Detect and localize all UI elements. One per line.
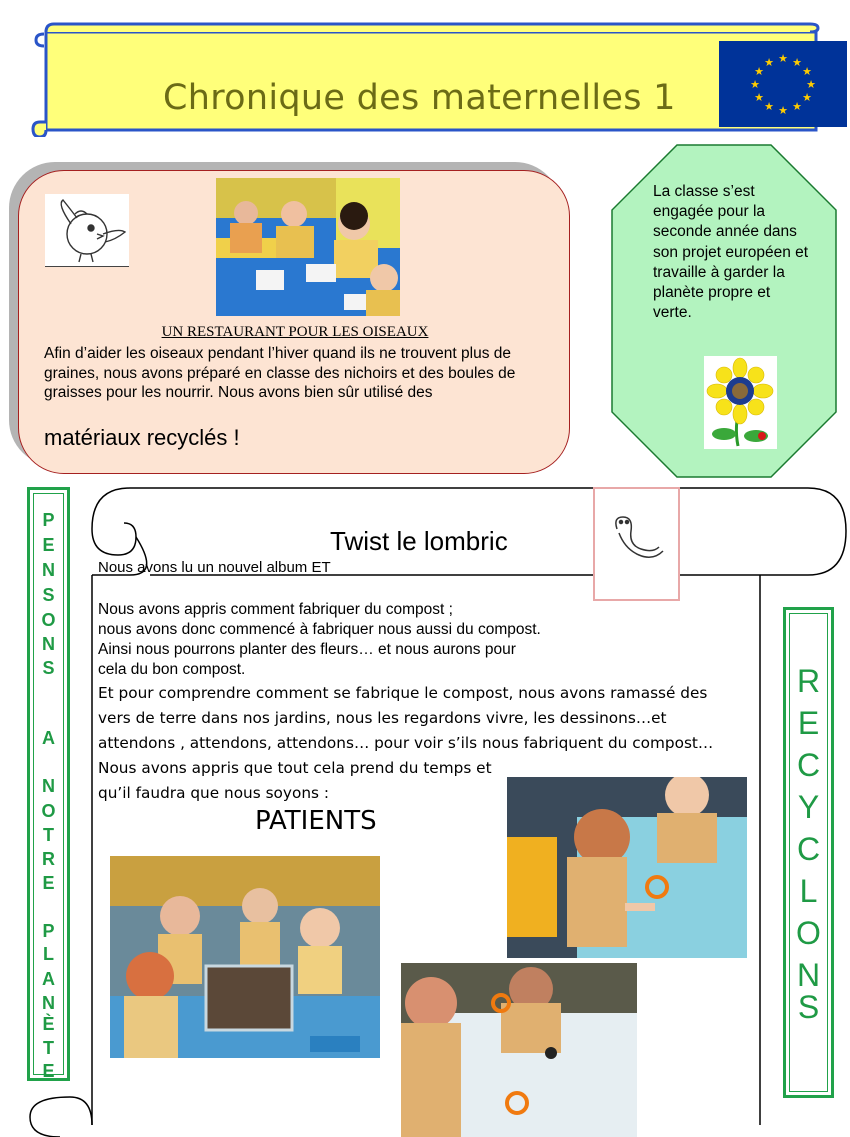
worm-section-title: Twist le lombric [330,526,508,556]
banner-letter: A [42,728,55,748]
svg-text:★: ★ [792,101,802,113]
worm-intro-line: Nous avons lu un nouvel album ET [98,559,331,576]
svg-text:★: ★ [754,92,764,104]
restaurant-heading: UN RESTAURANT POUR LES OISEAUX [161,324,429,340]
svg-text:★: ★ [792,57,802,69]
banner-letter: Y [797,789,820,825]
banner-letter: C [796,831,821,867]
banner-letter: T [43,1038,54,1058]
bird-icon [45,194,129,266]
banner-letter: S [42,658,55,678]
banner-letter: L [43,944,54,964]
earthworm-line: Et pour comprendre comment se fabrique le compost, nous avons ramassé des [98,684,708,702]
banner-letter: S [797,989,820,1025]
banner-letter: E [42,1061,55,1081]
svg-text:★: ★ [806,79,816,91]
page-title: Chronique des maternelles 1 [163,78,676,118]
child-with-magnifier-photo [507,777,747,958]
svg-text:★: ★ [802,66,812,78]
earthworm-line: qu’il faudra que nous soyons : [98,784,329,802]
banner-letter: L [799,873,818,909]
banner-letter: R [42,849,55,869]
banner-letter: S [42,585,55,605]
svg-text:★: ★ [778,53,788,65]
banner-letter: O [796,915,821,951]
project-description: La classe s’est engagée pour la seconde année dans son projet européen et travaille à garder la planète propre et verte. [653,183,809,322]
compost-line: Ainsi nous pourrons planter des fleurs… et nous aurons pour [98,641,516,658]
banner-letter: R [796,663,821,699]
restaurant-body-text: Afin d’aider les oiseaux pendant l’hiver quand ils ne trouvent plus de graines, nous avons préparé en classe des nichoirs et des boules de graisses pour les nourrir. Nous avons bien sûr utilisé des [44,345,516,401]
earthworm-line: attendons , attendons, attendons… pour voir s’ils nous fabriquent du compost… [98,734,714,752]
banner-letter: O [41,801,56,821]
banner-letter: N [42,776,55,796]
banner-letter: A [42,969,55,989]
children-making-feeders-photo [216,178,400,316]
banner-letter: E [42,873,55,893]
sunflower-logo-icon [704,356,777,449]
banner-letter: P [42,510,55,530]
children-observing-worms-photo [401,963,637,1137]
earthworm-line: vers de terre dans nos jardins, nous les regardons vivre, les dessinons…et [98,709,667,727]
svg-text:★: ★ [764,57,774,69]
worm-illustration [593,487,680,601]
banner-letter: N [42,634,55,654]
compost-line: Nous avons appris comment fabriquer du compost ; [98,601,453,618]
patients-heading: PATIENTS [255,806,377,836]
banner-letter: E [797,705,820,741]
restaurant-recycled-text: matériaux recyclés ! [44,425,240,450]
banner-letter: O [41,610,56,630]
svg-text:★: ★ [778,105,788,117]
banner-letter: N [796,957,821,993]
children-around-terrarium-photo [110,856,380,1058]
compost-line: nous avons donc commencé à fabriquer nous aussi du compost. [98,621,541,638]
banner-letter: E [42,535,55,555]
banner-letter: N [42,560,55,580]
banner-letter: T [43,825,54,845]
bird-drawing [45,194,129,267]
svg-text:★: ★ [750,79,760,91]
banner-letter: C [796,747,821,783]
svg-text:★: ★ [802,92,812,104]
compost-line: cela du bon compost. [98,661,246,678]
compost-paragraph [98,600,618,680]
worm-icon [595,489,678,599]
svg-text:★: ★ [754,66,764,78]
earthworm-line: Nous avons appris que tout cela prend du temps et [98,759,492,777]
banner-letter: È [42,1014,55,1034]
european-union-flag-icon [719,41,847,127]
banner-letter: P [42,921,55,941]
svg-text:★: ★ [764,101,774,113]
banner-letter: N [42,993,55,1013]
